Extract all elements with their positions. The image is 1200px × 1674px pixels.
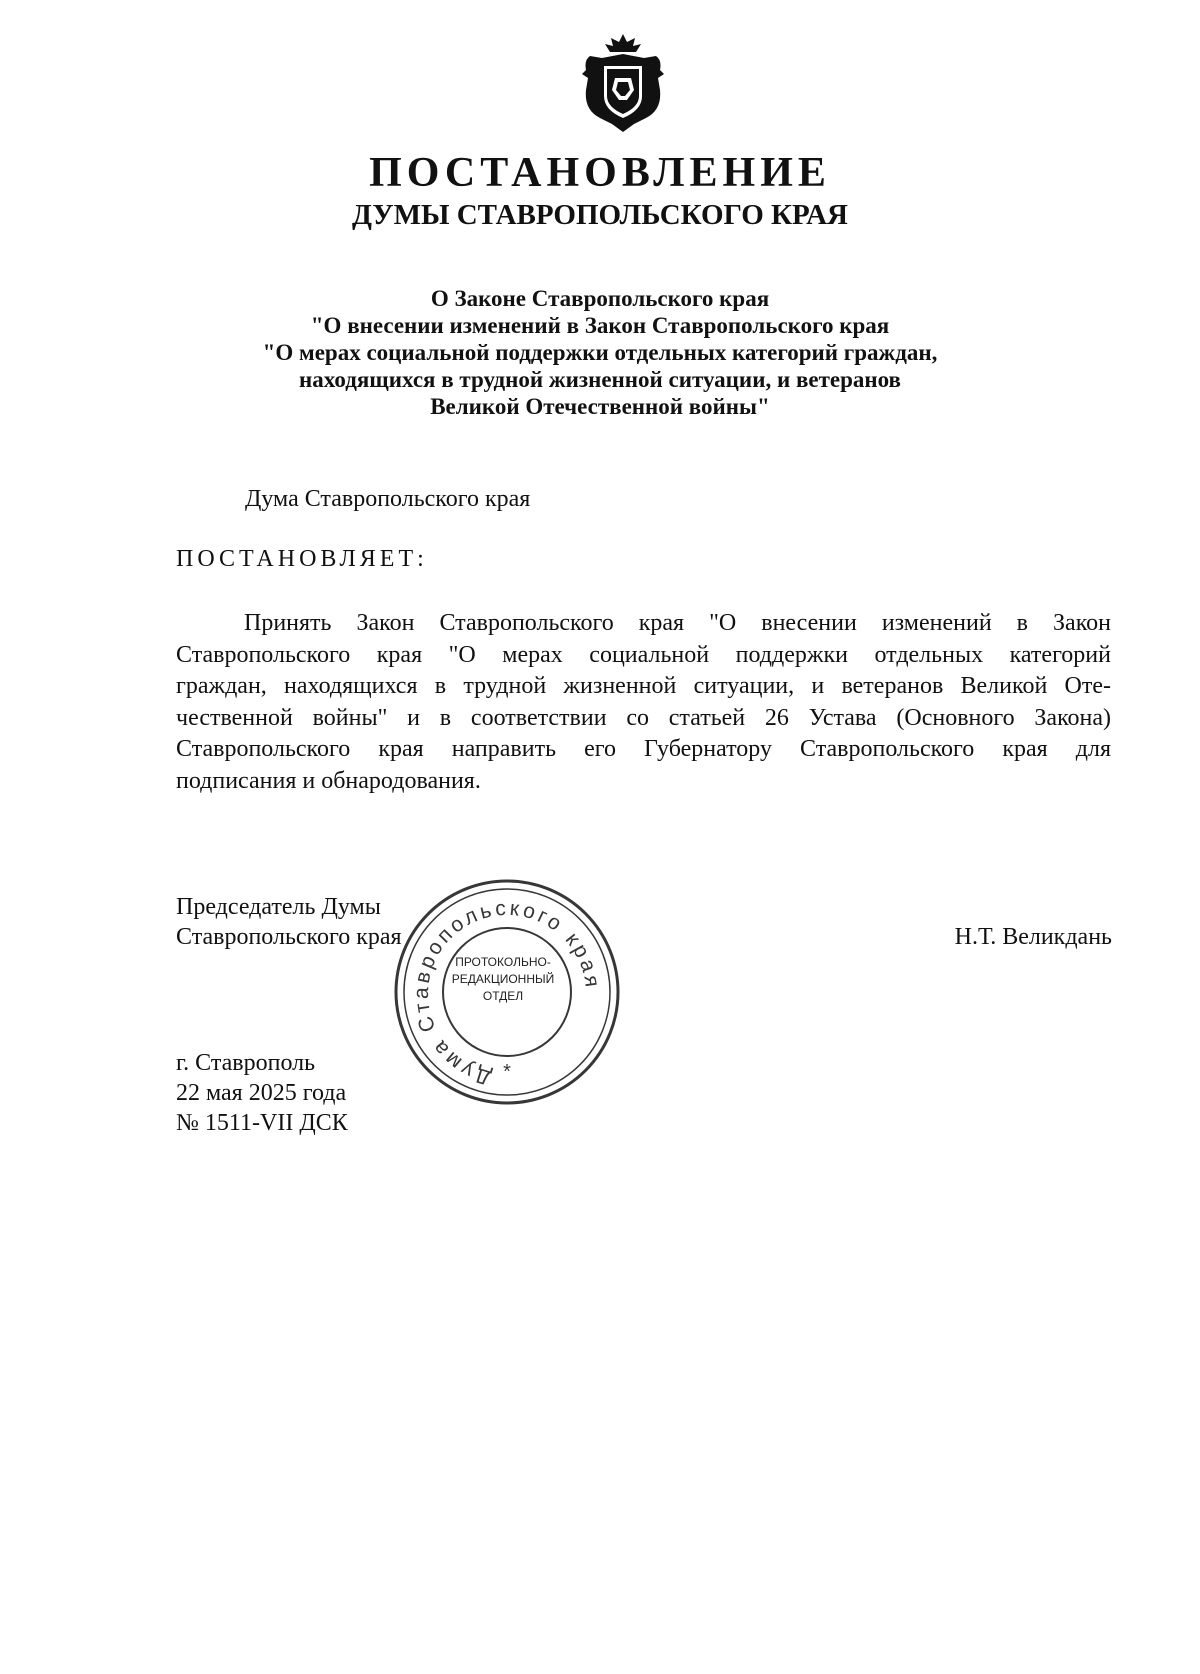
body-line: чественной войны" и в соответствии со статьей 26 Устава (Основного Закона): [176, 704, 1111, 731]
title-line: "О внесении изменений в Закон Ставропольского края: [310, 313, 890, 338]
coat-of-arms-emblem: [578, 30, 668, 134]
decrees-heading: ПОСТАНОВЛЯЕТ:: [176, 546, 428, 572]
stamp-inner-line: ОТДЕЛ: [482, 989, 524, 1003]
body-line: Ставропольского края "О мерах социальной поддержки отдельных категорий: [176, 641, 1111, 668]
stamp-inner-line: ПРОТОКОЛЬНО-: [455, 955, 551, 969]
body-line: Принять Закон Ставропольского края "О внесении изменений в Закон: [244, 610, 1111, 636]
signatory-position: [176, 892, 402, 952]
stamp-inner-line: РЕДАКЦИОННЫЙ: [451, 972, 555, 986]
resolution-body: [176, 608, 1111, 798]
preamble-text: Дума Ставропольского края: [245, 486, 531, 512]
stamp-star: *: [503, 1061, 511, 1083]
city: г. Ставрополь: [176, 1050, 316, 1076]
document-type-heading: ПОСТАНОВЛЕНИЕ: [369, 150, 831, 196]
place-date-number: [176, 1048, 348, 1138]
issuer-heading: ДУМЫ СТАВРОПОЛЬСКОГО КРАЯ: [352, 199, 848, 231]
title-line: О Законе Ставропольского края: [430, 286, 770, 311]
body-line: Ставропольского края направить его Губернатору Ставропольского края для: [176, 736, 1111, 763]
title-line: "О мерах социальной поддержки отдельных категорий граждан,: [262, 340, 938, 365]
body-line: подписания и обнародования.: [176, 767, 481, 794]
position-line: Председатель Думы: [176, 894, 381, 920]
document-number: № 1511-VII ДСК: [176, 1110, 348, 1136]
title-line: находящихся в трудной жизненной ситуации, и ветеранов: [299, 367, 901, 392]
position-line: Ставропольского края: [176, 924, 402, 950]
title-line: Великой Отечественной войны": [430, 394, 770, 419]
document-title: [0, 285, 1200, 420]
stamp-outer-text: Дума Ставропольского края: [409, 896, 605, 1090]
date: 22 мая 2025 года: [176, 1080, 347, 1106]
stamp-inner-text: [440, 954, 566, 1005]
body-line: граждан, находящихся в трудной жизненной ситуации, и ветеранов Великой Оте-: [176, 673, 1111, 700]
signatory-name: Н.Т. Великдань: [954, 924, 1112, 950]
